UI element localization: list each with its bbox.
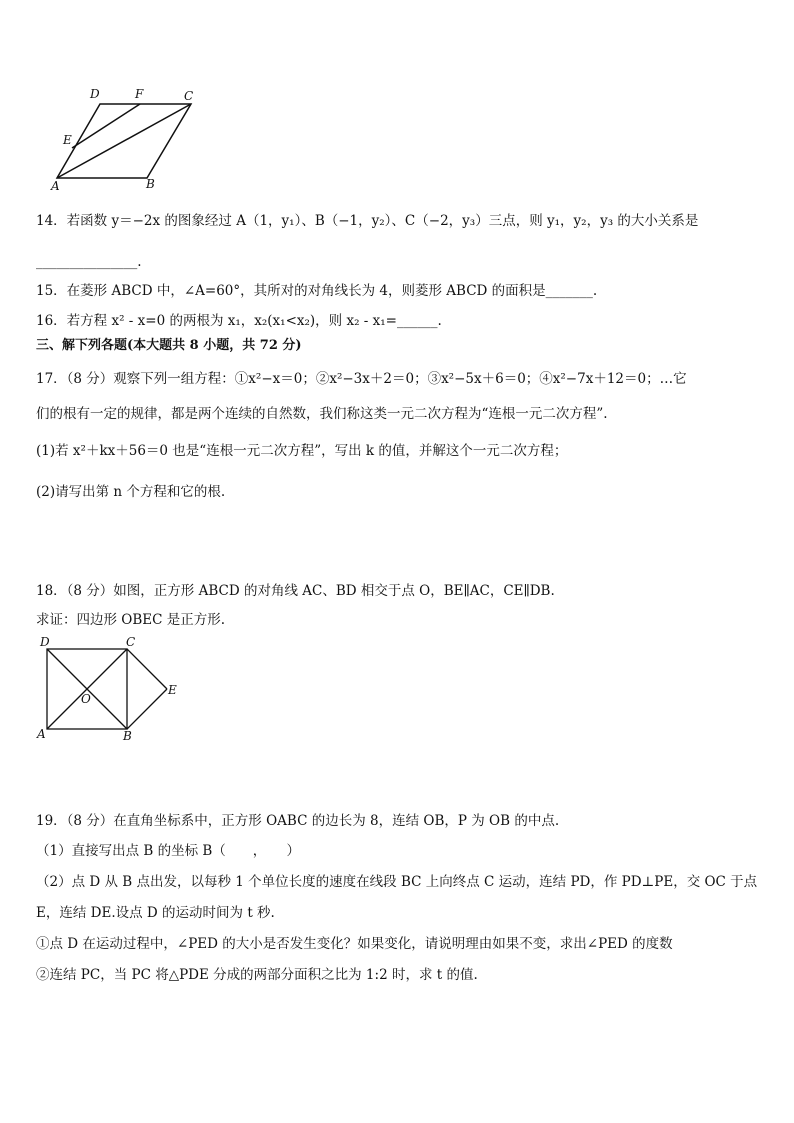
label-b: B — [123, 729, 132, 742]
label-e: E — [63, 133, 72, 147]
q19-sub2: ②连结 PC，当 PC 将△PDE 分成的两部分面积之比为 1:2 时，求 t 的值. — [36, 967, 478, 983]
q16-text: 16．若方程 x² - x=0 的两根为 x₁，x₂(x₁<x₂)，则 x₂ - x₁=______. — [36, 313, 442, 329]
q17-part2: (2)请写出第 n 个方程和它的根. — [36, 484, 226, 500]
label-a: A — [37, 727, 46, 741]
label-d: D — [40, 635, 50, 649]
label-c: C — [184, 89, 194, 103]
label-a: A — [51, 179, 60, 193]
label-d: D — [90, 87, 100, 101]
square-figure — [34, 632, 184, 742]
label-e: E — [168, 683, 177, 697]
q19-part2-line2: E，连结 DE.设点 D 的运动时间为 t 秒. — [36, 905, 275, 921]
q18-line2: 求证：四边形 OBEC 是正方形. — [36, 612, 226, 628]
q18-line1: 18．（8 分）如图，正方形 ABCD 的对角线 AC、BD 相交于点 O，BE∥AC，CE∥DB. — [36, 583, 555, 599]
label-f: F — [135, 87, 144, 101]
q14-line1: 14．若函数 y＝−2x 的图象经过 A（1，y₁）、B（−1，y₂）、C（−2，y₃）三点，则 y₁，y₂，y₃ 的大小关系是 — [36, 213, 699, 229]
section-3-title: 三、解下列各题(本大题共 8 小题，共 72 分) — [36, 338, 302, 353]
parallelogram-figure — [44, 82, 214, 194]
q19-part1: （1）直接写出点 B 的坐标 B（ ， ） — [36, 843, 301, 859]
label-c: C — [126, 635, 136, 649]
q14-line2: _______________. — [36, 254, 142, 270]
q17-line1: 17．（8 分）观察下列一组方程：①x²−x＝0；②x²−3x＋2＝0；③x²−5x＋6＝0；④x²−7x＋12＝0；…它 — [36, 371, 687, 387]
q17-part1: (1)若 x²＋kx＋56＝0 也是“连根一元二次方程”，写出 k 的值，并解这个一元二次方程； — [36, 443, 568, 459]
label-b: B — [146, 177, 155, 191]
q19-line1: 19．（8 分）在直角坐标系中，正方形 OABC 的边长为 8，连结 OB，P 为 OB 的中点. — [36, 813, 560, 829]
q19-sub1: ①点 D 在运动过程中，∠PED 的大小是否发生变化？如果变化，请说明理由如果不变，求出∠PED 的度数 — [36, 936, 673, 952]
segment-ce — [127, 649, 167, 689]
q19-part2-line1: （2）点 D 从 B 点出发，以每秒 1 个单位长度的速度在线段 BC 上向终点 C 运动，连结 PD，作 PD⊥PE，交 OC 于点 — [36, 874, 758, 890]
q17-line2: 们的根有一定的规律，都是两个连续的自然数，我们称这类一元二次方程为“连根一元二次方程”. — [36, 406, 608, 422]
q15-text: 15．在菱形 ABCD 中，∠A=60°，其所对的对角线长为 4，则菱形 ABCD 的面积是_______. — [36, 283, 598, 299]
segment-be — [127, 689, 167, 729]
segment-ef — [72, 104, 140, 148]
label-o: O — [81, 692, 91, 706]
